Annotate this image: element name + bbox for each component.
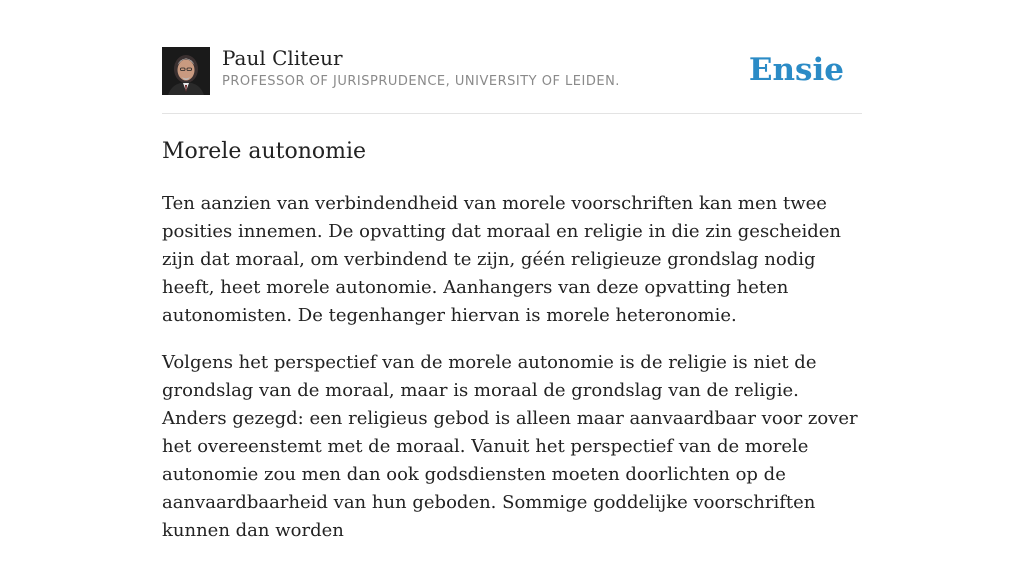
article-title: Morele autonomie <box>162 139 367 164</box>
article-body <box>162 190 867 564</box>
article-paragraph: Volgens het perspectief van de morele autonomie is de religie is niet de grondslag van de moraal, maar is moraal de grondslag van de religie. Anders gezegd: een religieus gebod is alleen maar aanvaardbaar voor zover het overeenstemt met de moraal. Vanuit het perspectief van de morele autonomie zou men dan ook godsdiensten moeten doorlichten op de aanvaardbaarheid van hun geboden. Sommige goddelijke voorschriften kunnen dan worden <box>162 352 858 541</box>
author-header <box>162 46 862 96</box>
article-paragraph: Ten aanzien van verbindendheid van morele voorschriften kan men twee posities innemen. De opvatting dat moraal en religie in die zin gescheiden zijn dat moraal, om verbindend te zijn, géén religieuze grondslag nodig heeft, heet morele autonomie. Aanhangers van deze opvatting heten autonomisten. De tegenhanger hiervan is morele heteronomie. <box>162 193 842 326</box>
author-portrait-icon <box>162 47 210 95</box>
avatar[interactable] <box>162 47 210 95</box>
header-divider <box>162 113 862 114</box>
author-role: PROFESSOR OF JURISPRUDENCE, UNIVERSITY OF LEIDEN. <box>222 74 620 89</box>
author-name[interactable]: Paul Cliteur <box>222 46 343 70</box>
ensie-logo[interactable]: Ensie <box>748 52 844 88</box>
